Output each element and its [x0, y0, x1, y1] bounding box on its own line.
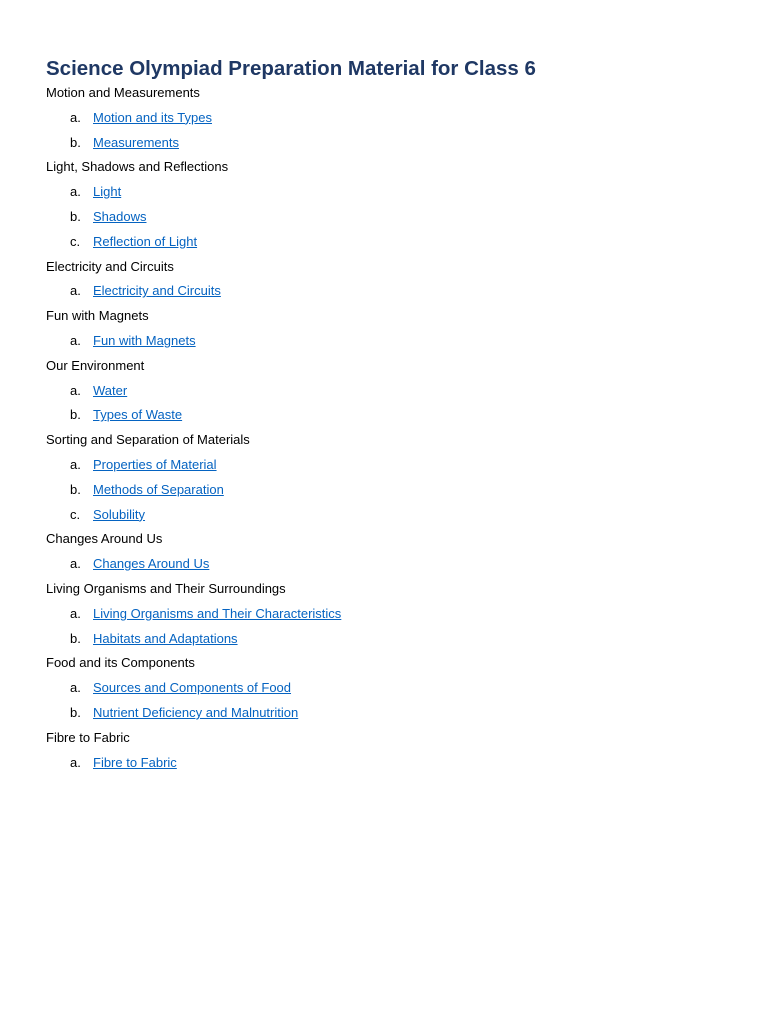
list-marker: a. [70, 382, 81, 398]
section-heading: Our Environment [46, 357, 145, 373]
topic-link[interactable]: Motion and its Types [93, 109, 212, 125]
topic-section [46, 651, 768, 725]
list-item [46, 230, 768, 255]
section-heading: Changes Around Us [46, 531, 163, 547]
list-item [46, 478, 768, 503]
list-item [46, 205, 768, 230]
list-item [46, 180, 768, 205]
topic-link[interactable]: Methods of Separation [93, 481, 224, 497]
list-marker: b. [70, 481, 81, 497]
topic-link[interactable]: Sources and Components of Food [93, 680, 292, 696]
section-heading: Light, Shadows and Reflections [46, 159, 229, 175]
topic-link[interactable]: Properties of Material [93, 456, 217, 472]
list-item [46, 403, 768, 428]
topic-link[interactable]: Nutrient Deficiency and Malnutrition [93, 704, 299, 720]
section-heading: Food and its Components [46, 655, 195, 671]
section-heading: Sorting and Separation of Materials [46, 432, 250, 448]
list-marker: a. [70, 283, 81, 299]
topic-link[interactable]: Measurements [93, 134, 179, 150]
list-marker: a. [70, 332, 81, 348]
list-item [46, 751, 768, 776]
list-marker: a. [70, 556, 81, 572]
topic-link[interactable]: Light [93, 184, 122, 200]
topic-link[interactable]: Shadows [93, 208, 147, 224]
list-item [46, 602, 768, 627]
section-heading: Fibre to Fabric [46, 729, 130, 745]
topic-link[interactable]: Solubility [93, 506, 146, 522]
list-item [46, 106, 768, 131]
topic-section [46, 577, 768, 651]
section-heading: Electricity and Circuits [46, 258, 174, 274]
list-marker: a. [70, 456, 81, 472]
list-marker: c. [70, 506, 81, 522]
topic-section [46, 304, 768, 354]
list-item [46, 329, 768, 354]
topic-section [46, 354, 768, 428]
topic-link[interactable]: Fun with Magnets [93, 332, 196, 348]
list-item [46, 552, 768, 577]
list-item [46, 279, 768, 304]
list-marker: b. [70, 704, 81, 720]
list-marker: b. [70, 134, 81, 150]
list-marker: c. [70, 233, 81, 249]
section-heading: Living Organisms and Their Surroundings [46, 580, 286, 596]
list-item [46, 131, 768, 156]
topic-link[interactable]: Electricity and Circuits [93, 283, 221, 299]
list-marker: b. [70, 630, 81, 646]
topic-link[interactable]: Living Organisms and Their Characteristics [93, 605, 342, 621]
section-heading: Fun with Magnets [46, 308, 149, 324]
topic-link[interactable]: Water [93, 382, 128, 398]
list-marker: a. [70, 680, 81, 696]
list-item [46, 627, 768, 652]
list-item [46, 379, 768, 404]
list-marker: b. [70, 208, 81, 224]
topic-section [46, 255, 768, 305]
topic-section [46, 81, 768, 155]
list-marker: a. [70, 754, 81, 770]
topic-section [46, 155, 768, 254]
topic-section [46, 428, 768, 527]
list-marker: a. [70, 605, 81, 621]
topic-section [46, 726, 768, 776]
list-marker: b. [70, 407, 81, 423]
topic-link[interactable]: Reflection of Light [93, 233, 198, 249]
list-marker: a. [70, 109, 81, 125]
list-item [46, 453, 768, 478]
section-list [46, 81, 768, 775]
list-item [46, 503, 768, 528]
section-heading: Motion and Measurements [46, 85, 200, 100]
list-item [46, 676, 768, 701]
list-marker: a. [70, 184, 81, 200]
page-title: Science Olympiad Preparation Material for Class 6 [46, 57, 536, 80]
topic-section [46, 527, 768, 577]
list-item [46, 701, 768, 726]
topic-link[interactable]: Changes Around Us [93, 556, 210, 572]
topic-link[interactable]: Fibre to Fabric [93, 754, 177, 770]
topic-link[interactable]: Habitats and Adaptations [93, 630, 238, 646]
topic-link[interactable]: Types of Waste [93, 407, 183, 423]
